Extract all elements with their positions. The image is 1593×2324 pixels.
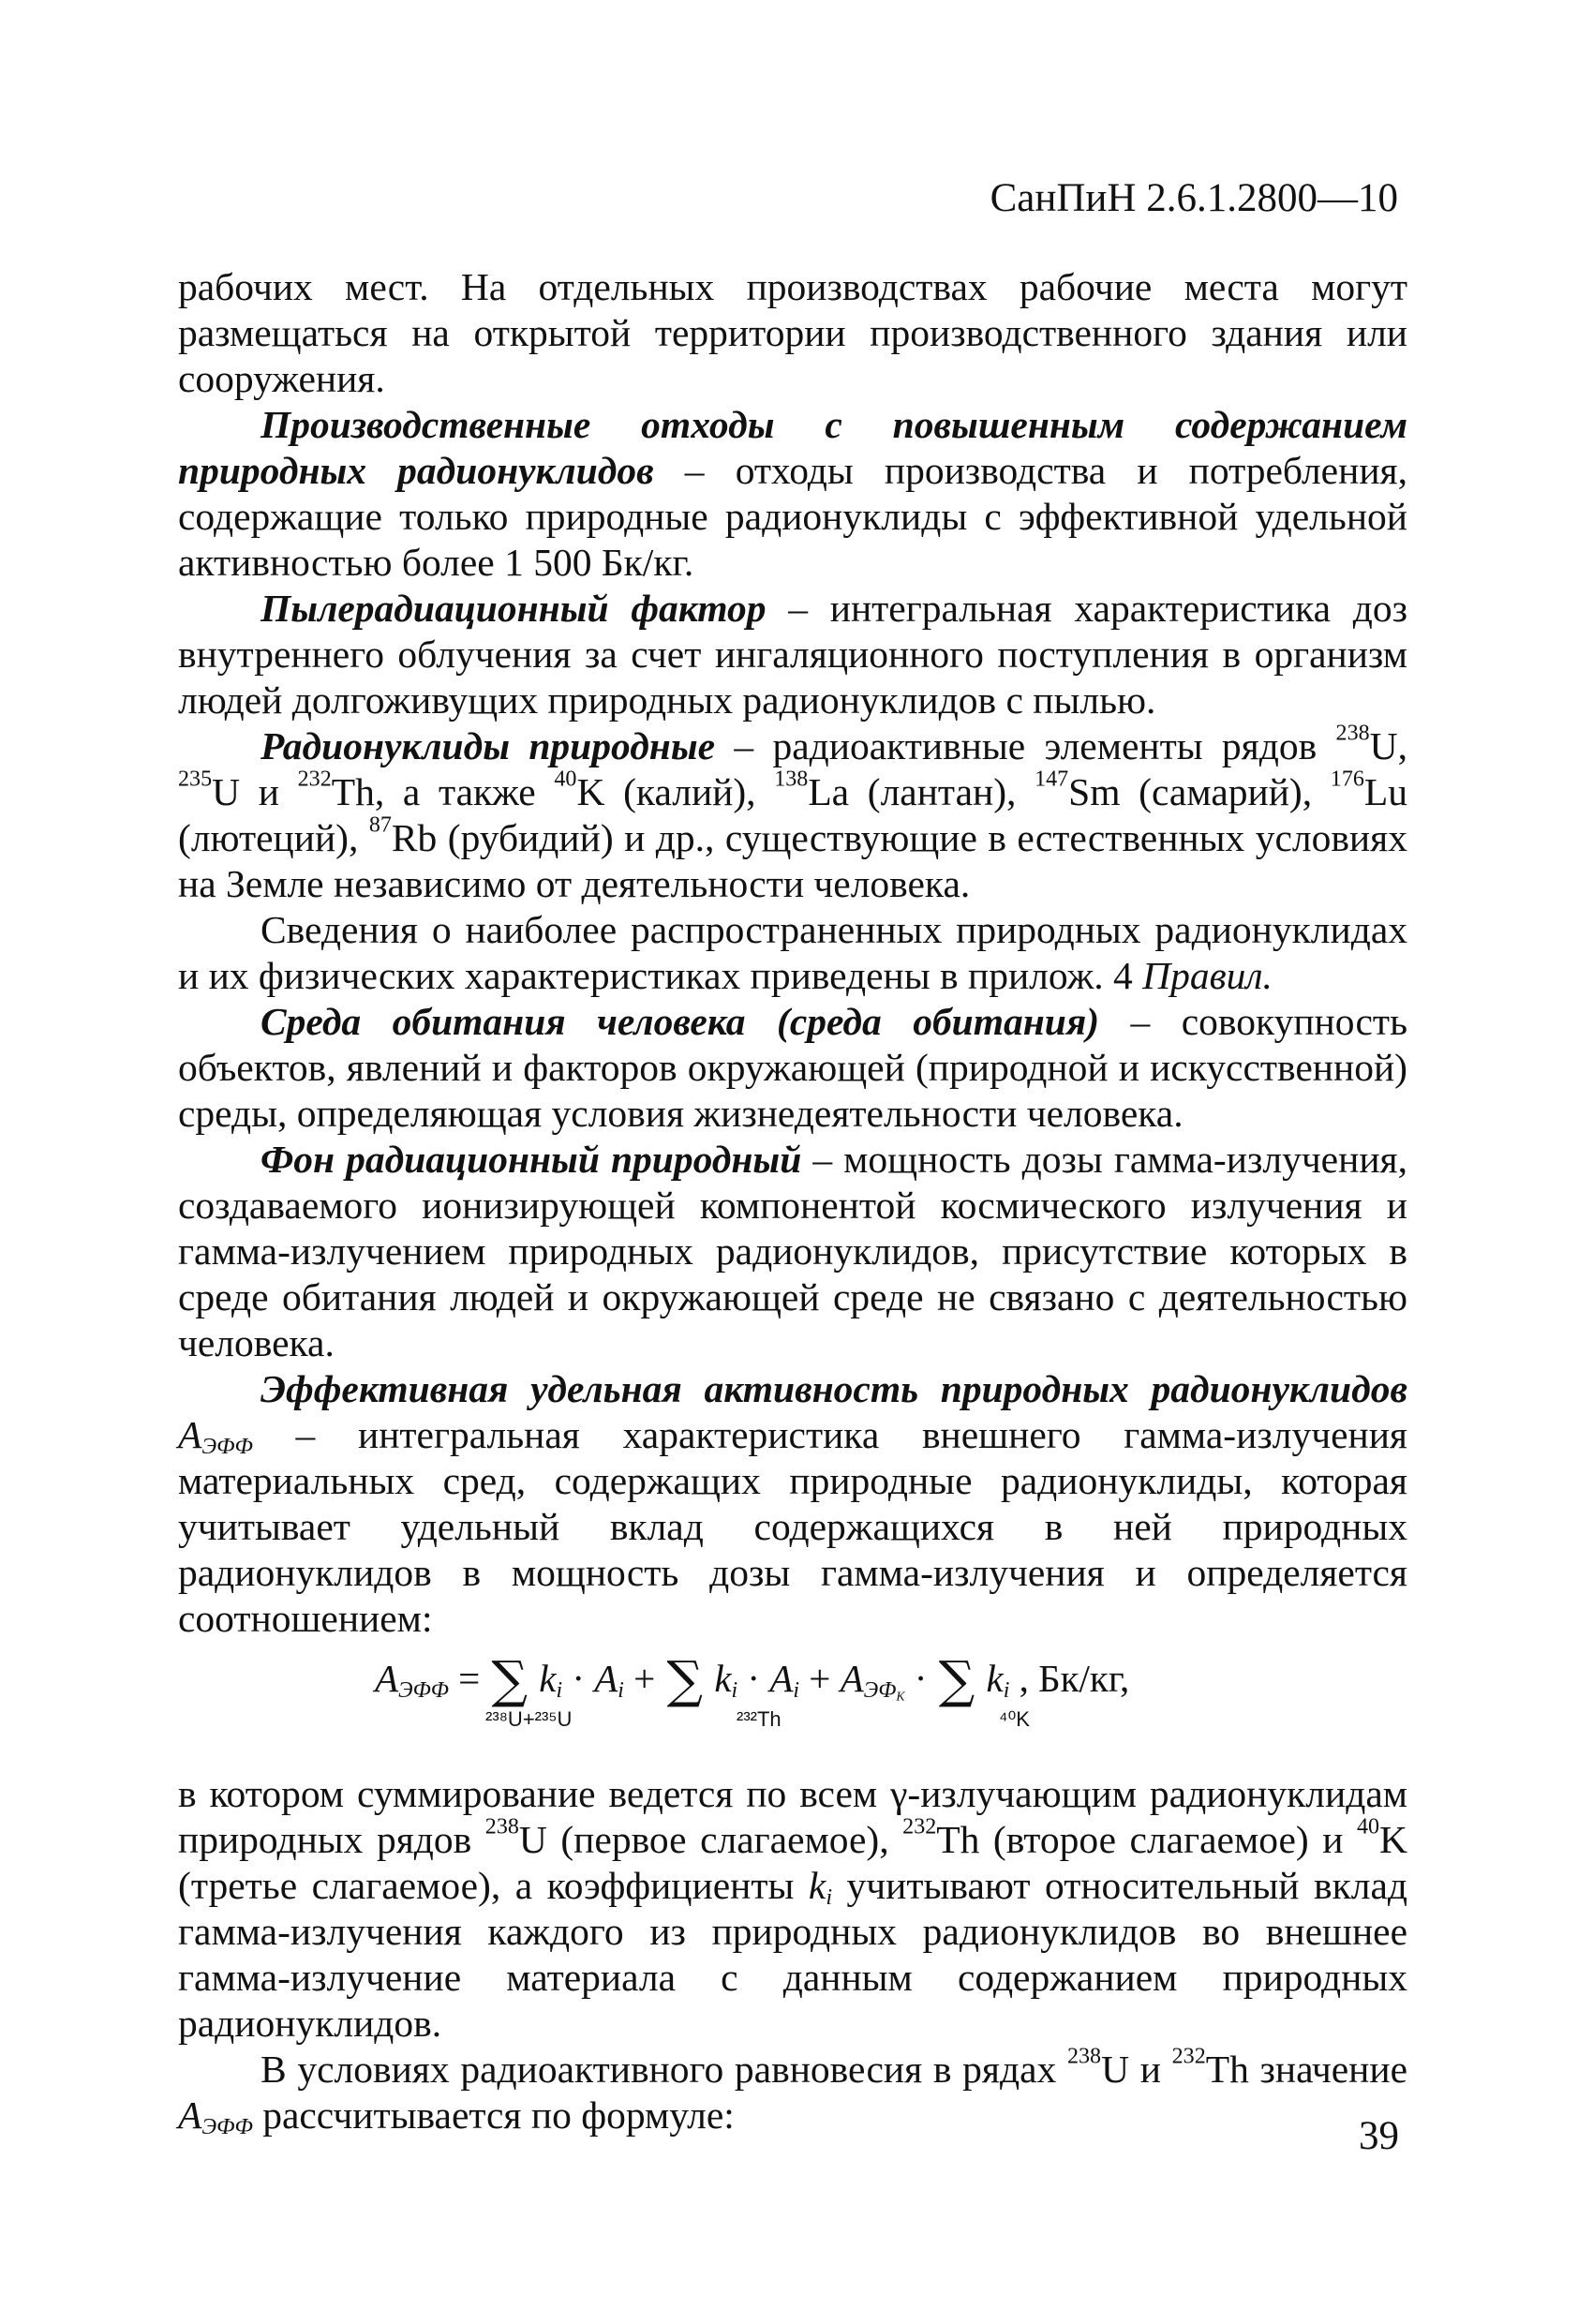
coefficient-k: k	[539, 1657, 557, 1700]
sum-limit-thorium: ²³²Th	[737, 1707, 782, 1731]
formula-a-eff	[178, 1642, 1407, 1743]
paragraph-text: U (первое слагаемое),	[518, 1818, 903, 1861]
definition-text: Th, а также	[331, 770, 555, 813]
coefficient-k: k	[714, 1657, 732, 1700]
subsubscript-text: K	[896, 1689, 905, 1704]
mass-number: 235	[178, 767, 213, 792]
subscript-text: ЭФ	[863, 1677, 897, 1703]
mass-number: 232	[902, 1814, 937, 1840]
mass-number: 87	[368, 812, 392, 838]
mass-number: 238	[484, 1814, 519, 1840]
activity-a: A	[594, 1657, 618, 1700]
index: i	[618, 1677, 624, 1703]
reference-paragraph	[178, 907, 1407, 999]
document-body	[178, 264, 1407, 2138]
plus-sign: +	[809, 1657, 831, 1700]
sum-symbol: ∑	[666, 1650, 704, 1709]
mass-number: 147	[1035, 767, 1069, 792]
definition-text: – интегральная характеристика доз внутреннего облучения за счет ингаляционного поступления в организм людей долгоживущих природных радионуклидов с пылью.	[178, 587, 1407, 722]
definition-dust-radiation-factor	[178, 586, 1407, 723]
term: Производственные отходы с повышенным содержанием природных радионуклидов	[178, 403, 1407, 492]
definition-effective-activity	[178, 1366, 1407, 1642]
multiply-dot: ·	[747, 1657, 761, 1700]
definition-text: – отходы производства и потребления, содержащие только природные радионуклиды с эффективной удельной активностью более 1 500 Бк/кг.	[178, 449, 1407, 584]
definition-text: Sm (самарий),	[1068, 770, 1331, 813]
mass-number: 238	[1335, 721, 1370, 746]
multiply-dot: ·	[914, 1657, 928, 1700]
index: i	[826, 1885, 833, 1911]
coefficient-k: k	[986, 1657, 1004, 1700]
index: i	[1003, 1677, 1010, 1703]
formula-expression	[375, 1650, 1130, 1709]
symbol: A	[178, 1413, 202, 1456]
coefficient-k: k	[808, 1864, 826, 1907]
definition-human-environment	[178, 999, 1407, 1137]
term: Пылерадиационный фактор	[261, 587, 767, 630]
definition-text: – совокупность объектов, явлений и факторов окружающей (природной и искусственной) среды, определяющая условия жизнедеятельности человека.	[178, 1000, 1407, 1135]
index: i	[556, 1677, 563, 1703]
sum-limit-potassium: ⁴⁰K	[999, 1707, 1030, 1731]
mass-number: 40	[554, 767, 577, 792]
definition-text: U,	[1369, 724, 1407, 767]
formula-units: , Бк/кг,	[1019, 1657, 1130, 1700]
activity-a-k: A	[840, 1657, 864, 1700]
mass-number: 176	[1330, 767, 1364, 792]
term: Эффективная удельная активность природных радионуклидов	[261, 1367, 1407, 1410]
sum-limit-uranium: ²³⁸U+²³⁵U	[485, 1707, 573, 1731]
running-header: СанПиН 2.6.1.2800—10	[990, 176, 1398, 220]
page-number: 39	[1359, 2114, 1399, 2158]
paragraph-text: В условиях радиоактивного равновесия в рядах	[261, 2048, 1067, 2091]
paragraph-text: учитывают относительный вклад гамма-излучения каждого из природных радионуклидов во внешнее гамма-излучение материала с данным содержанием природных радионуклидов.	[178, 1864, 1407, 2045]
symbol-a-eff	[178, 1413, 253, 1460]
mass-number: 232	[297, 767, 332, 792]
term: Радионуклиды природные	[261, 724, 716, 767]
definition-text: – радиоактивные элементы рядов	[715, 724, 1336, 767]
mass-number: 40	[1356, 1814, 1380, 1840]
term: Среда обитания человека (среда обитания)	[261, 1000, 1100, 1043]
index: i	[731, 1677, 738, 1703]
symbol-subscript: ЭФФ	[201, 2115, 253, 2140]
definition-industrial-waste	[178, 402, 1407, 586]
definition-text: K (калий),	[576, 770, 775, 813]
equilibrium-paragraph	[178, 2044, 1407, 2140]
activity-a: A	[769, 1657, 794, 1700]
term: Фон радиационный природный	[261, 1138, 802, 1181]
equals-sign: =	[458, 1657, 481, 1700]
paragraph-text: Th (второе слагаемое) и	[936, 1818, 1357, 1861]
paragraph-text: U и	[1101, 2048, 1172, 2091]
activity-a-k-subscript	[864, 1678, 905, 1703]
paragraph-continuation: рабочих мест. На отдельных производствах рабочие места могут размещаться на открытой территории производственного здания или сооружения.	[178, 265, 1407, 400]
symbol-a-eff	[178, 2093, 253, 2140]
definition-text: Rb (рубидий) и др., существующие в естественных условиях на Земле независимо от деятельности человека.	[178, 816, 1407, 905]
definition-natural-radionuclides	[178, 723, 1407, 907]
reference-title: Правил.	[1142, 954, 1273, 997]
definition-text: – интегральная характеристика внешнего гамма-излучения материальных сред, содержащих природные радионуклиды, которая учитывает удельный вклад содержащихся в ней природных радионуклидов в мощность дозы гамма-излучения и определяется соотношением:	[178, 1413, 1407, 1640]
paragraph-text: рассчитывается по формуле:	[252, 2093, 735, 2137]
index: i	[793, 1677, 799, 1703]
formula-lhs: A	[375, 1657, 399, 1700]
formula-lhs-subscript: ЭФФ	[398, 1677, 449, 1703]
multiply-dot: ·	[572, 1657, 585, 1700]
paragraph-text: Сведения о наиболее распространенных природных радионуклидах и их физических характеристиках приведены в прилож. 4	[178, 908, 1407, 997]
definition-text: Lu (лютеций),	[178, 770, 1407, 859]
plus-sign: +	[633, 1657, 656, 1700]
definition-natural-background	[178, 1137, 1407, 1366]
mass-number: 238	[1066, 2044, 1102, 2069]
sum-symbol: ∑	[938, 1650, 975, 1709]
definition-text: – мощность дозы гамма-излучения, создаваемого ионизирующей компонентой космического излучения и гамма-излучением природных радионуклидов, присутствие которых в среде обитания людей и окружающей среде не связано с деятельностью человека.	[178, 1138, 1407, 1364]
formula-explanation	[178, 1771, 1407, 2047]
mass-number: 232	[1171, 2044, 1206, 2069]
symbol-subscript: ЭФФ	[201, 1435, 253, 1460]
symbol: A	[178, 2093, 202, 2137]
mass-number: 138	[774, 767, 809, 792]
definition-text: U и	[212, 770, 298, 813]
sum-symbol: ∑	[491, 1650, 529, 1709]
paragraph-text: в котором суммирование ведется по всем γ-излучающим радионуклидам природных рядов	[178, 1772, 1407, 1861]
paragraph-text: K (третье слагаемое), а коэффициенты	[178, 1818, 1408, 1907]
paragraph-text: Th значение	[1205, 2048, 1407, 2091]
definition-text: La (лантан),	[808, 770, 1035, 813]
